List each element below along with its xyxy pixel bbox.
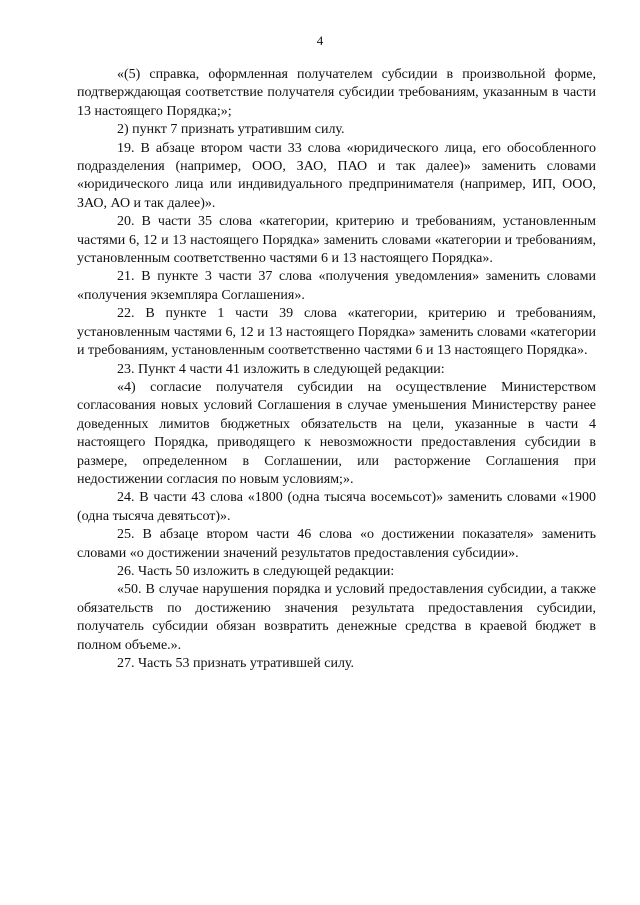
document-body [77,66,596,673]
paragraph-26: 26. Часть 50 изложить в следующей редакции: [117,563,395,579]
paragraph-23: 23. Пункт 4 части 41 изложить в следующей редакции: [117,361,445,377]
paragraph-19: 19. В абзаце втором части 33 слова «юридического лица, его обособленного подразделения (например, ООО, ЗАО, ПАО и так далее)» заменить словами «юридического лица или индивидуального предпринимателя (например, ИП, ООО, ЗАО, АО и так далее)». [77,140,596,211]
paragraph-22: 22. В пункте 1 части 39 слова «категории, критерию и требованиям, установленным частями 6, 12 и 13 настоящего Порядка» заменить словами «категории и требованиям, установленным соответственно частями 6 и 13 настоящего Порядка». [77,306,596,359]
paragraph-21: 21. В пункте 3 части 37 слова «получения уведомления» заменить словами «получения экземпляра Соглашения». [77,269,596,303]
paragraph-25: 25. В абзаце втором части 46 слова «о достижении показателя» заменить словами «о достижении значений результатов предоставления субсидии». [77,527,596,561]
paragraph-20: 20. В части 35 слова «категории, критерию и требованиям, установленным частями 6, 12 и 13 настоящего Порядка» заменить словами «категории и требованиям, установленным соответственно частями 6 и 13 настоящего Порядка». [77,214,596,267]
page-number: 4 [316,33,324,48]
paragraph-27: 27. Часть 53 признать утратившей силу. [117,656,355,671]
paragraph-26-quote: «50. В случае нарушения порядка и условий предоставления субсидии, а также обязательств по достижению значения результата предоставления субсидии, получатель субсидии обязан возвратить денежные средства в краевой бюджет в полном объеме.». [77,582,596,653]
paragraph-item-5: «(5) справка, оформленная получателем субсидии в произвольной форме, подтверждающая соответствие получателя субсидии требованиям, указанным в части 13 настоящего Порядка;»; [77,67,596,119]
paragraph-item-2-point-7: 2) пункт 7 признать утратившим силу. [117,122,345,138]
paragraph-24: 24. В части 43 слова «1800 (одна тысяча восемьсот)» заменить словами «1900 (одна тысяча девятьсот)». [77,490,596,524]
paragraph-23-quote: «4) согласие получателя субсидии на осуществление Министерством согласования новых условий Соглашения в случае уменьшения Министерству ранее доведенных лимитов бюджетных обязательств на цели, указанные в части 4 настоящего Порядка, приводящего к невозможности предоставления субсидии в размере, определенном в Соглашении, или расторжение Соглашения при недостижении согласия по новым условиям;». [77,379,596,487]
